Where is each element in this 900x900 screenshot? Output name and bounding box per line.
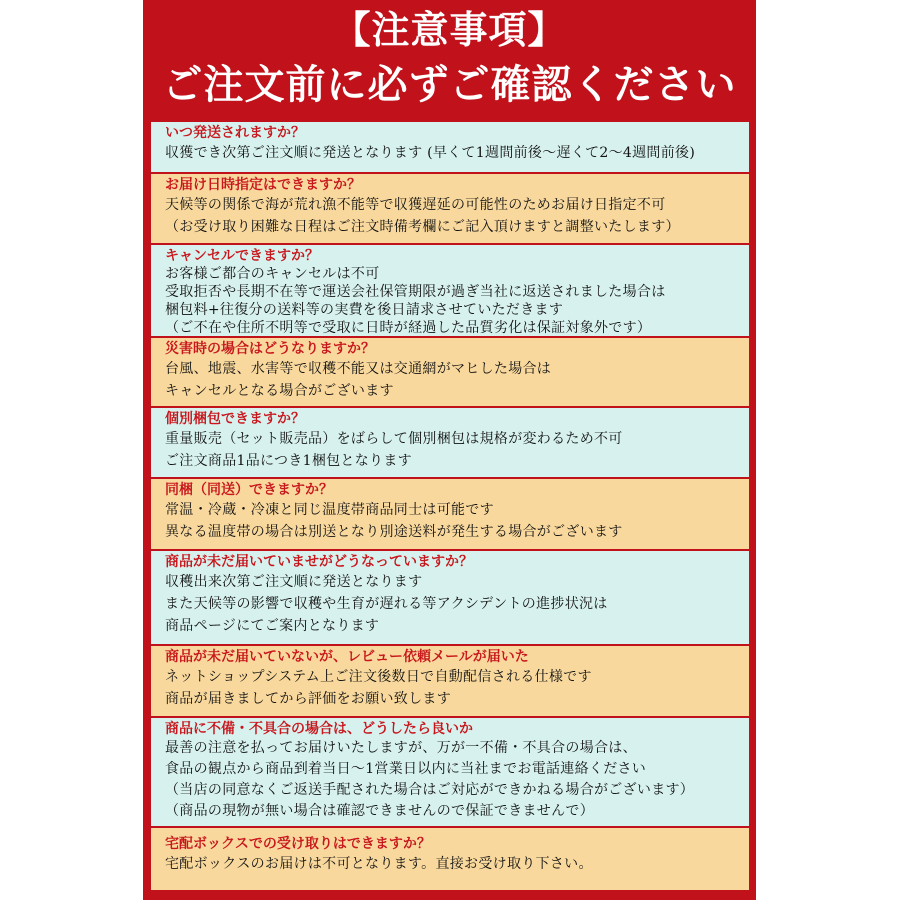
faq-question: 宅配ボックスでの受け取りはできますか？ — [165, 836, 431, 852]
faq-answer-line: 収獲でき次第ご注文順に発送となります (早くて1週間前後～遅くて2～4週間前後) — [165, 145, 696, 161]
faq-question: 商品に不備・不具合の場合は、どうしたら良いか — [165, 721, 473, 737]
faq-item-shipping — [151, 122, 749, 172]
notice-frame — [143, 0, 756, 900]
faq-question: 個別梱包できますか？ — [165, 411, 305, 427]
faq-item-delivery-date — [151, 174, 749, 243]
faq-item-combined-shipping — [151, 479, 749, 549]
faq-answer-line: （お受け取り困難な日程はご注文時備考欄にご記入頂けますと調整いたします） — [165, 219, 680, 235]
faq-item-individual-packing — [151, 408, 749, 477]
faq-answer-line: 最善の注意を払ってお届けいたしますが、万が一不備・不具合の場合は、 — [165, 740, 637, 756]
faq-answer-line: （ご不在や住所不明等で受取に日時が経過した品質劣化は保証対象外です） — [165, 320, 652, 336]
faq-question: お届け日時指定はできますか？ — [165, 177, 361, 193]
notice-subtitle: ご注文前に必ずご確認ください — [162, 62, 737, 108]
faq-answer-line: （商品の現物が無い場合は確認できませんので保証できませんで） — [165, 803, 594, 819]
faq-answer-line: 受取拒否や長期不在等で運送会社保管期限が過ぎ当社に返送されました場合は — [165, 284, 666, 300]
faq-question: 商品が未だ届いていないが、レビュー依頼メールが届いた — [165, 649, 529, 665]
faq-answer-line: ネットショップシステム上ご注文後数日で自動配信される仕様です — [165, 669, 592, 685]
faq-answer-line: 常温・冷蔵・冷凍と同じ温度帯商品同士は可能です — [165, 502, 494, 518]
faq-item-delivery-box — [151, 828, 749, 890]
faq-item-review-mail — [151, 646, 749, 716]
faq-answer-line: 梱包料+往復分の送料等の実費を後日請求させていただきます — [165, 302, 564, 318]
faq-answer-line: 宅配ボックスのお届けは不可となります。直接お受け取り下さい。 — [165, 856, 593, 872]
faq-item-defects — [151, 718, 749, 826]
faq-question: キャンセルできますか？ — [165, 248, 319, 264]
faq-question: 同梱（同送）できますか？ — [165, 482, 333, 498]
faq-answer-line: （当店の同意なくご返送手配された場合はご対応ができかねる場合がございます） — [165, 782, 695, 798]
notice-header — [143, 0, 756, 120]
faq-answer-line: 商品が届きましてから評価をお願い致します — [165, 691, 451, 707]
faq-question: 商品が未だ届いていませがどうなっていますか？ — [165, 554, 473, 570]
faq-item-disaster — [151, 338, 749, 406]
faq-question: いつ発送されますか？ — [165, 125, 305, 141]
faq-answer-line: 商品ページにてご案内となります — [165, 618, 380, 634]
faq-answer-line: 収穫出来次第ご注文順に発送となります — [165, 574, 423, 590]
faq-question: 災害時の場合はどうなりますか？ — [165, 341, 375, 357]
faq-answer-line: キャンセルとなる場合がございます — [165, 383, 394, 399]
faq-answer-line: 台風、地震、水害等で収穫不能又は交通網がマヒした場合は — [165, 361, 552, 377]
faq-answer-line: ご注文商品1品につき1梱包となります — [165, 453, 412, 469]
faq-item-cancel — [151, 245, 749, 336]
faq-answer-line: 異なる温度帯の場合は別送となり別途送料が発生する場合がございます — [165, 524, 623, 540]
faq-answer-line: お客様ご都合のキャンセルは不可 — [165, 266, 380, 282]
faq-item-not-arrived — [151, 551, 749, 644]
faq-answer-line: 食品の観点から商品到着当日～1営業日以内に当社までお電話連絡ください — [165, 761, 647, 777]
faq-answer-line: また天候等の影響で収穫や生育が遅れる等アクシデントの進捗状況は — [165, 596, 608, 612]
faq-answer-line: 重量販売（セット販売品）をばらして個別梱包は規格が変わるため不可 — [165, 431, 623, 447]
notice-title: 【注意事項】 — [332, 8, 567, 52]
faq-answer-line: 天候等の関係で海が荒れ漁不能等で収獲遅延の可能性のためお届け日指定不可 — [165, 197, 666, 213]
